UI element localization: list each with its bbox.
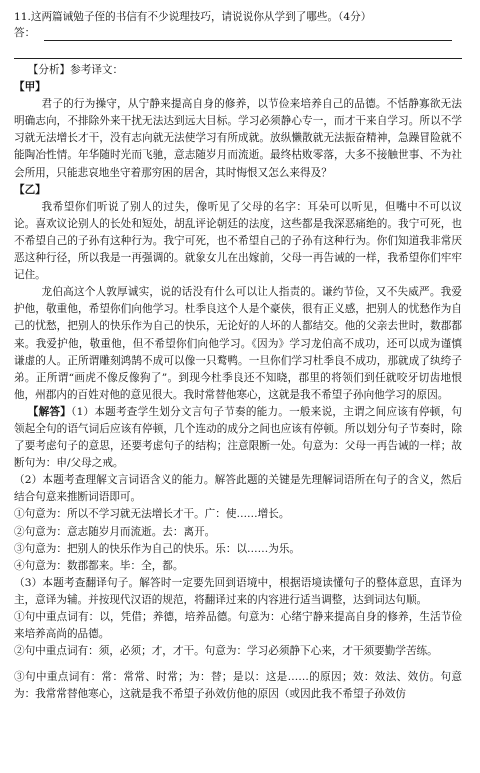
solution-item-7: （3）本题考查翻译句子。解答时一定要先回到语境中，根据语境读懂句子的整体意思，直译为主，意译为辅。并按现代汉语的规范，将翻译过来的内容进行适当调整，达到词达句顺。 [14,576,462,606]
solution-item-1 [14,404,462,472]
analysis-body [14,62,462,703]
answer-label: 答： [14,27,36,39]
solution-item-5: ③句意为：把别人的快乐作为自己的快乐。乐：以……为乐。 [14,542,301,555]
solution-item-3: ①句意为：所以不学习就无法增长才干。广：使……增长。 [14,508,290,521]
question-11: 11.这两篇诫勉子侄的书信有不少说理技巧，请说说你从学到了哪些。（4分） [14,11,372,23]
solution-text-1: （1）本题考查学生划分文言句子节奏的能力。一般来说，主谓之间应该有停顿，句领起全句的语气词后应该有停顿，几个连动的成分之间也应该有停顿。所以划分句子节奏时，除了要考虑句子的意思，还要考虑句子的结构；注意限断一处。句意为：父母一再告诫的一样；故断句为：申/父母之戒。 [14,405,463,470]
solution-item-6: ④句意为：数郡都来。毕：全，都。 [14,559,184,572]
analysis-header: 【分析】参考译文： [27,64,124,76]
spacer [14,660,462,669]
solution-item-2: （2）本题考查理解文言词语含义的能力。解答此题的关键是先理解词语所在句子的含义，然后结合句意来推断词语即可。 [14,474,462,504]
solution-marker: 【解答】 [27,405,72,418]
jia-paragraph: 君子的行为操守，从宁静来提高自身的修养，以节俭来培养自己的品德。不恬静寡欲无法明确志向，不排除外来干扰无法达到远大目标。学习必须静心专一，而才干来自学习。所以不学习就无法增长才干，没有志向就无法使学习有所成就。放纵懒散就无法振奋精神，急躁冒险就不能陶冶性情。年华随时光而飞驰，意志随岁月而流逝。最终枯败零落，大多不接触世事、不为社会所用，只能悲哀地坐守着那穷困的居舍，其时悔恨又怎么来得及？ [14,98,462,179]
solution-item-4: ②句意为：意志随岁月而流逝。去：离开。 [14,525,216,538]
solution-item-10: ③句中重点词有：常：常常、时常；为：替；是以：这是……的原因；效：效法、效仿。句意为：我常常替他寒心，这就是我不希望子孙效仿他的原因（或因此我不希望子孙效仿 [14,671,462,701]
solution-item-9: ②句中重点词有：须，必须；才，才干。句意为：学习必须静下心来，才干须要勤学苦练。 [14,645,438,658]
jia-marker: 【甲】 [14,81,46,94]
yi-marker: 【乙】 [14,183,46,196]
answer-line[interactable] [44,40,452,41]
yi-paragraph-2: 龙伯高这个人敦厚诚实，说的话没有什么可以让人指责的。谦约节俭，又不失威严。我爱护他，敬重他，希望你们向他学习。杜季良这个人是个豪侠，很有正义感，把别人的忧愁作为自己的忧愁，把别人的快乐作为自己的快乐，无论好的人坏的人都结交。他的父亲去世时，数郡都来。我爱护他，敬重他，但不希望你们向他学习。《因为》学习龙伯高不成功，还可以成为谨慎谦虚的人。正所谓雕刻鸿鹄不成可以像一只鹜鸭。一旦你们学习杜季良不成功，那就成了纨绔子弟。正所谓“画虎不像反像狗了”。到现今杜季良还不知晓，郡里的将领们到任就咬牙切齿地恨他，州郡内的百姓对他的意见很大。我时常替他寒心，这就是我不希望子孙向他学习的原因。 [14,286,462,401]
solution-item-8: ①句中重点词有：以，凭借；养德，培养品德。句意为：心绪宁静来提高自身的修养，生活节俭来培养高尚的品德。 [14,611,462,641]
separator-line [14,58,462,59]
yi-paragraph-1: 我希望你们听说了别人的过失，像听见了父母的名字：耳朵可以听见，但嘴中不可以议论。喜欢议论别人的长处和短处，胡乱评论朝廷的法度，这些都是我深恶痛绝的。我宁可死，也不希望自己的子孙有这种行为。我宁可死，也不希望自己的子孙有这种行为。你们知道我非常厌恶这种行径，所以我是一再强调的。就象女儿在出嫁前，父母一再告诫的一样，我希望你们牢牢记住。 [14,200,462,282]
